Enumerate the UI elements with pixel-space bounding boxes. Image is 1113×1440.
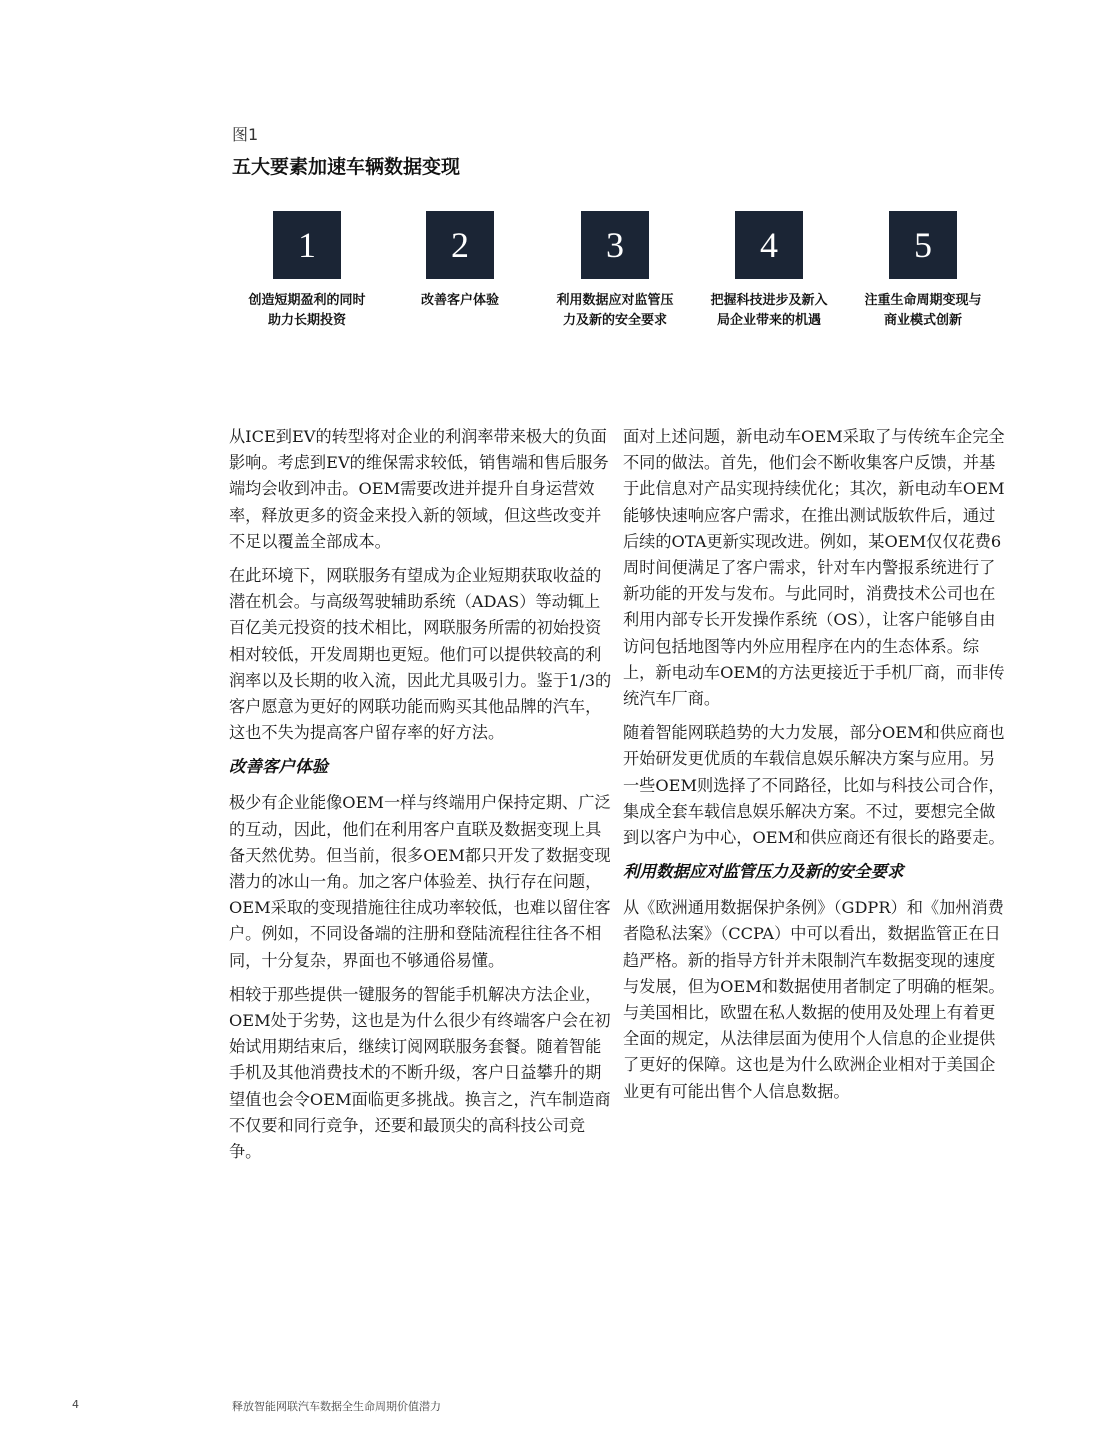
page-number: 4: [72, 1398, 79, 1411]
factor-caption: [382, 291, 538, 311]
paragraph: 从《欧洲通用数据保护条例》（GDPR）和《加州消费者隐私法案》（CCPA）中可以看出，数据监管正在日趋严格。新的指导方针并未限制汽车数据变现的速度与发展，但为OEM和数据使用者制定了明确的框架。与美国相比，欧盟在私人数据的使用及处理上有着更全面的规定，从法律层面为使用个人信息的企业提供了更好的保障。这也是为什么欧洲企业相对于美国企业更有可能出售个人信息数据。: [623, 898, 1005, 1101]
factor-number: 3: [581, 211, 649, 279]
paragraph: 随着智能网联趋势的大力发展，部分OEM和供应商也开始研发更优质的车载信息娱乐解决方案与应用。另一些OEM则选择了不同路径，比如与科技公司合作，集成全套车载信息娱乐解决方案。不过，要想完全做到以客户为中心，OEM和供应商还有很长的路要走。: [623, 723, 1005, 848]
figure-title: 五大要素加速车辆数据变现: [232, 156, 461, 178]
factor-caption-line: 改善客户体验: [420, 293, 499, 308]
factor-number: 5: [889, 211, 957, 279]
factor-caption: [229, 291, 385, 331]
factor-number: 1: [273, 211, 341, 279]
paragraph: 相较于那些提供一键服务的智能手机解决方法企业，OEM处于劣势，这也是为什么很少有终端客户会在初始试用期结束后，继续订阅网联服务套餐。随着智能手机及其他消费技术的不断升级，客户日益攀升的期望值也会令OEM面临更多挑战。换言之，汽车制造商不仅要和同行竞争，还要和最顶尖的高科技公司竞争。: [229, 984, 611, 1162]
factor-caption-line: 局企业带来的机遇: [716, 313, 821, 328]
factor-number: 2: [426, 211, 494, 279]
factor-caption: [845, 291, 1001, 331]
factor-5: [845, 211, 1001, 331]
factor-caption-line: 注重生命周期变现与: [864, 293, 982, 308]
factor-3: [537, 211, 693, 331]
factor-caption-line: 助力长期投资: [267, 313, 346, 328]
factor-caption-line: 力及新的安全要求: [562, 313, 667, 328]
factor-caption-line: 商业模式创新: [883, 313, 962, 328]
left-column: [229, 424, 614, 1173]
factor-caption-line: 创造短期盈利的同时: [248, 293, 366, 308]
factor-caption-line: 把握科技进步及新入: [710, 293, 828, 308]
factor-caption: [691, 291, 847, 331]
factor-1: [229, 211, 385, 331]
paragraph: 从ICE到EV的转型将对企业的利润率带来极大的负面影响。考虑到EV的维保需求较低，销售端和售后服务端均会收到冲击。OEM需要改进并提升自身运营效率，释放更多的资金来投入新的领域，但这些改变并不足以覆盖全部成本。: [229, 427, 609, 551]
figure-label: 图1: [232, 125, 259, 144]
section-heading: 改善客户体验: [229, 757, 328, 777]
right-column: [623, 424, 1008, 1113]
footer-doc-title: 释放智能网联汽车数据全生命周期价值潜力: [232, 1400, 441, 1413]
paragraph: 极少有企业能像OEM一样与终端用户保持定期、广泛的互动，因此，他们在利用客户直联及数据变现上具备天然优势。但当前，很多OEM都只开发了数据变现潜力的冰山一角。加之客户体验差、执行存在问题，OEM采取的变现措施往往成功率较低，也难以留住客户。例如，不同设备端的注册和登陆流程往往各不相同，十分复杂，界面也不够通俗易懂。: [229, 793, 611, 970]
section-heading: 利用数据应对监管压力及新的安全要求: [623, 862, 904, 882]
factor-2: [382, 211, 538, 311]
factor-caption: [537, 291, 693, 331]
factor-caption-line: 利用数据应对监管压: [556, 293, 674, 308]
factor-4: [691, 211, 847, 331]
paragraph: 面对上述问题，新电动车OEM采取了与传统车企完全不同的做法。首先，他们会不断收集客户反馈，并基于此信息对产品实现持续优化；其次，新电动车OEM能够快速响应客户需求，在推出测试版软件后，通过后续的OTA更新实现改进。例如，某OEM仅仅花费6周时间便满足了客户需求，针对车内警报系统进行了新功能的开发与发布。与此同时，消费技术公司也在利用内部专长开发操作系统（OS），让客户能够自由访问包括地图等内外应用程序在内的生态体系。综上，新电动车OEM的方法更接近于手机厂商，而非传统汽车厂商。: [623, 427, 1005, 709]
paragraph: 在此环境下，网联服务有望成为企业短期获取收益的潜在机会。与高级驾驶辅助系统（ADAS）等动辄上百亿美元投资的技术相比，网联服务所需的初始投资相对较低，开发周期也更短。他们可以提供较高的利润率以及长期的收入流，因此尤具吸引力。鉴于1/3的客户愿意为更好的网联功能而购买其他品牌的汽车，这也不失为提高客户留存率的好方法。: [229, 566, 612, 743]
factor-number: 4: [735, 211, 803, 279]
